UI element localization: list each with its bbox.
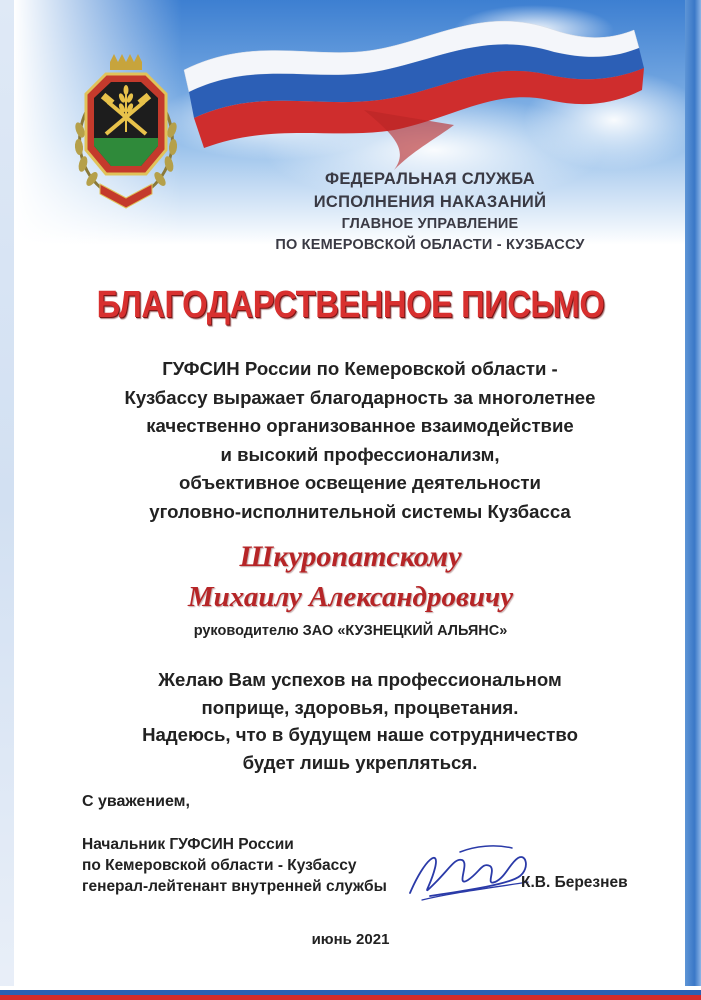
header-line-2: ИСПОЛНЕНИЯ НАКАЗАНИЙ: [313, 193, 547, 211]
wishes-line: Надеюсь, что в будущем наше сотрудничество: [142, 724, 578, 745]
gratitude-text: [60, 355, 660, 526]
left-border: [0, 0, 14, 1000]
wishes-line: будет лишь укрепляться.: [242, 751, 478, 773]
signer-name: К.В. Березнев: [521, 874, 628, 891]
wishes-line: Желаю Вам успехов на профессиональном: [158, 669, 562, 690]
wishes-line: поприще, здоровья, процветания.: [201, 696, 519, 718]
document-date: июнь 2021: [311, 931, 390, 948]
recipient-position: руководителю ЗАО «КУЗНЕЦКИЙ АЛЬЯНС»: [193, 623, 508, 639]
body-line: качественно организованное взаимодействие: [146, 415, 574, 436]
organization-header: [215, 168, 645, 256]
body-line: объективное освещение деятельности: [179, 472, 541, 493]
signer-line: по Кемеровской области - Кузбассу: [82, 857, 357, 874]
signer-line: Начальник ГУФСИН России: [82, 836, 294, 853]
header-line-4: ПО КЕМЕРОВСКОЙ ОБЛАСТИ - КУЗБАССУ: [275, 237, 585, 253]
recipient-surname: Шкуропатскому: [239, 540, 462, 573]
header-line-3: ГЛАВНОЕ УПРАВЛЕНИЕ: [341, 216, 519, 232]
body-line: и высокий профессионализм,: [220, 443, 500, 465]
header-line-1: ФЕДЕРАЛЬНАЯ СЛУЖБА: [324, 170, 536, 188]
right-border: [685, 0, 701, 1000]
tricolor-bottom-stripe: [0, 986, 701, 1000]
body-line: ГУФСИН России по Кемеровской области -: [162, 358, 558, 379]
body-line: Кузбассу выражает благодарность за многолетнее: [124, 386, 596, 408]
document-title: БЛАГОДАРСТВЕННОЕ ПИСЬМО: [96, 284, 605, 326]
signer-title: [82, 834, 387, 897]
fsin-kuzbass-emblem: [66, 52, 186, 212]
wishes-text: [60, 666, 660, 776]
handwritten-signature: [400, 838, 540, 908]
body-line: уголовно-исполнительной системы Кузбасса: [149, 500, 571, 522]
regards-text: С уважением,: [82, 793, 190, 810]
recipient-name: Михаилу Александровичу: [187, 581, 514, 613]
signer-line: генерал-лейтенант внутренней службы: [82, 878, 387, 895]
